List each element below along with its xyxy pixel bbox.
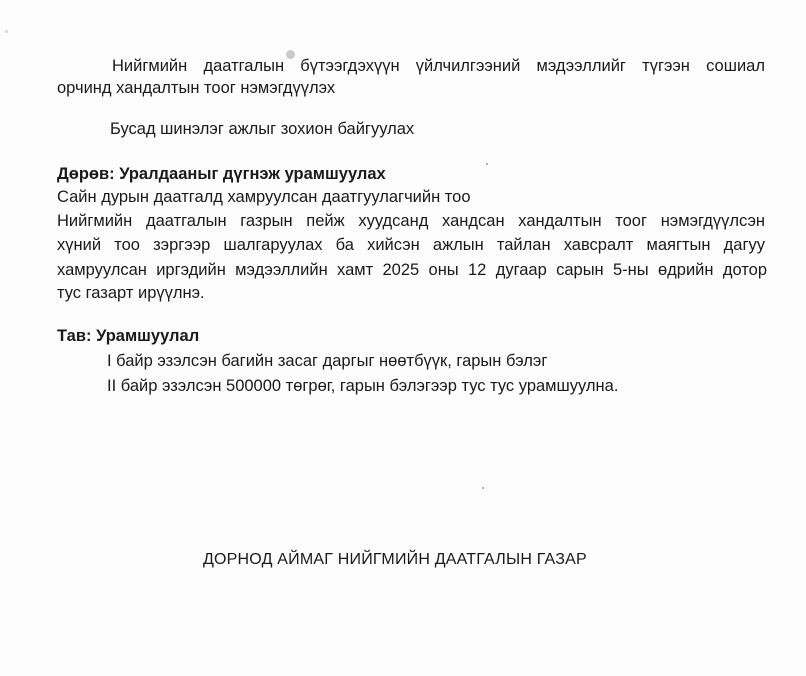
section-4-line-3: хүний тоо зэргээр шалгаруулах ба хийсэн ажлын тайлан хавсралт маягтын дагуу (57, 236, 765, 254)
section-4-line-2: Нийгмийн даатгалын газрын пейж хуудсанд хандсан хандалтын тоог нэмэгдүүлсэн (57, 212, 765, 230)
award-item-1: I байр эзэлсэн багийн засаг даргыг нөөтбүүк, гарын бэлэг (107, 352, 548, 370)
section-4-line-4: хамруулсан иргэдийн мэдээллийн хамт 2025 оны 12 дугаар сарын 5-ны өдрийн дотор (57, 261, 767, 279)
scan-speck-small (5, 30, 8, 33)
section-5-heading: Тав: Урамшуулал (57, 327, 200, 345)
organization-signature-line: ДОРНОД АЙМАГ НИЙГМИЙН ДААТГАЛЫН ГАЗАР (203, 551, 587, 568)
intro-line-3: Бусад шинэлэг ажлыг зохион байгуулах (110, 120, 415, 138)
award-item-2: II байр эзэлсэн 500000 төгрөг, гарын бэлэгээр тус тус урамшуулна. (107, 377, 619, 395)
section-4-line-1: Сайн дурын даатгалд хамруулсан даатгуулагчийн тоо (57, 188, 471, 206)
section-4-heading: Дөрөв: Уралдааныг дүгнэж урамшуулах (57, 165, 386, 183)
scan-dot (486, 163, 488, 165)
scan-dot (482, 487, 484, 489)
intro-line-2: орчинд хандалтын тоог нэмэгдүүлэх (57, 79, 336, 97)
intro-line-1: Нийгмийн даатгалын бүтээгдэхүүн үйлчилгээний мэдээллийг түгээн сошиал (112, 57, 765, 75)
section-4-line-5: тус газарт ирүүлнэ. (57, 284, 205, 302)
